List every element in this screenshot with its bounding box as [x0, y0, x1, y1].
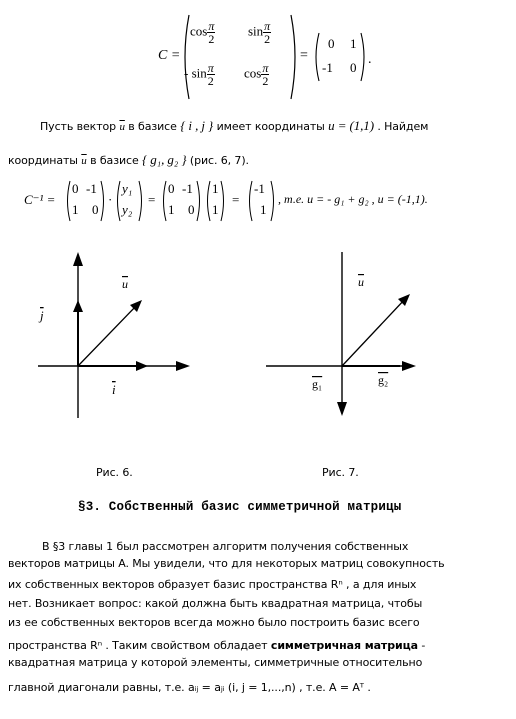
fig6-j-label: j — [40, 308, 44, 323]
formula-c-result-left-paren — [312, 32, 320, 82]
para2-line-8: главной диагонали равны, т.е. aᵢⱼ = aⱼᵢ (i, j = 1,...,n) , т.е. A = Aᵀ . — [8, 681, 371, 694]
para1-line1 — [40, 118, 428, 134]
formula-c — [150, 12, 380, 102]
formula-c-r1c2-fn: sin — [248, 23, 264, 39]
para1-text: в базисе — [90, 154, 139, 167]
fig6-u-vector — [78, 304, 138, 366]
formula-inv — [20, 178, 510, 224]
formula-c-lhs: C = — [158, 48, 181, 63]
para2-line-7: квадратная матрица у которой элементы, симметричные относительно — [8, 656, 423, 669]
res-b: 1 — [260, 202, 267, 217]
vector-u: $\overline{u}$ — [81, 155, 87, 167]
fig6-j-arrow — [73, 300, 83, 312]
vector-u: $\overline{u}$ — [119, 121, 125, 133]
formula-c-r1c1-fn: cos — [190, 23, 208, 39]
para2-line-2: векторов матрицы A. Мы увидели, что для некоторых матриц совокупность — [8, 557, 445, 570]
fig6-i-label: i — [112, 382, 116, 397]
formula-inv-lhs: C⁻¹ = — [24, 192, 56, 207]
formula-c-res-d: 0 — [350, 60, 357, 75]
formula-c-num: π — [207, 61, 214, 75]
para1-text: Пусть вектор — [40, 120, 117, 133]
m2-a: 0 — [168, 181, 175, 196]
fig6-u-label: u — [122, 277, 128, 291]
formula-c-left-paren — [180, 14, 190, 100]
formula-c-den: 2 — [208, 32, 215, 46]
v1-left-paren — [114, 180, 121, 222]
formula-c-num: π — [208, 19, 215, 33]
formula-c-end: . — [368, 52, 372, 67]
res-a: -1 — [254, 181, 265, 196]
figure-6 — [30, 248, 200, 428]
m1-b: -1 — [86, 181, 97, 196]
m2-d: 0 — [188, 202, 195, 217]
formula-c-eq: = — [300, 48, 308, 63]
basis-g: { g₁, g₂ } — [142, 152, 187, 167]
fig7-u-vector — [342, 298, 406, 366]
figure-7 — [260, 248, 460, 458]
formula-c-right-paren — [290, 14, 300, 100]
res-left-paren — [246, 180, 253, 222]
fig6-caption: Рис. 6. — [96, 466, 133, 479]
formula-c-den: 2 — [207, 74, 214, 88]
fig7-y-arrow-down — [337, 402, 347, 416]
fig6-y-arrow — [73, 252, 83, 266]
m1-c: 1 — [72, 202, 79, 217]
fig7-u-label: u — [358, 275, 364, 289]
formula-c-num: π — [264, 19, 271, 33]
formula-c-r2c2 — [244, 62, 269, 87]
para1-text: в базисе — [128, 120, 177, 133]
v1-a: y₁ — [122, 181, 133, 196]
para2 — [8, 538, 516, 696]
m2-right-paren — [196, 180, 203, 222]
para1-text: . Найдем — [377, 120, 429, 133]
para1-line2 — [8, 152, 249, 168]
eq-1: = — [148, 192, 156, 207]
formula-inv-tail: , т.е. u = - g₁ + g₂ , u = (-1,1). — [278, 192, 428, 206]
formula-c-result-right-paren — [360, 32, 368, 82]
para1-text: координаты — [8, 154, 78, 167]
formula-c-res-b: 1 — [350, 36, 357, 51]
fig7-g2-label: g₂ — [378, 373, 389, 387]
fig7-caption: Рис. 7. — [322, 466, 359, 479]
formula-c-den: 2 — [264, 32, 271, 46]
formula-c-r1c2 — [248, 20, 271, 45]
para2-line-6 — [8, 637, 516, 654]
para1-text: (рис. 6, 7). — [189, 154, 249, 167]
para2-line-6a: пространства Rⁿ . Таким свойством обладает — [8, 639, 268, 652]
m1-left-paren — [64, 180, 71, 222]
para2-line-1: В §3 главы 1 был рассмотрен алгоритм получения собственных — [42, 540, 409, 553]
m2-left-paren — [160, 180, 167, 222]
para2-line-6c: - — [417, 639, 426, 652]
sep-dot: · — [108, 192, 113, 207]
res-right-paren — [270, 180, 277, 222]
formula-c-r2c1 — [184, 62, 215, 87]
symmetric-matrix-term: симметричная матрица — [270, 639, 418, 652]
fig6-i-arrow — [136, 361, 148, 371]
eq-2: = — [232, 192, 240, 207]
m1-d: 0 — [92, 202, 99, 217]
v1-b: y₂ — [122, 202, 133, 217]
formula-c-r2c1-fn: - sin — [184, 65, 207, 81]
fig7-x-arrow — [402, 361, 416, 371]
v2-right-paren — [220, 180, 227, 222]
basis-ij: { i , j } — [180, 118, 214, 133]
formula-c-r2c2-fn: cos — [244, 65, 262, 81]
formula-c-res-a: 0 — [328, 36, 335, 51]
m2-b: -1 — [182, 181, 193, 196]
fig7-g1-label: g₁ — [312, 377, 323, 391]
fig6-x-arrow — [176, 361, 190, 371]
m1-a: 0 — [72, 181, 79, 196]
v2-a: 1 — [212, 181, 219, 196]
formula-c-num: π — [262, 61, 269, 75]
section-title: §3. Собственный базис симметричной матрицы — [78, 500, 402, 514]
m1-right-paren — [100, 180, 107, 222]
formula-c-den: 2 — [262, 74, 269, 88]
para1-text: имеет координаты — [216, 120, 325, 133]
v1-right-paren — [138, 180, 145, 222]
formula-c-r1c1 — [190, 20, 215, 45]
para2-line-4: нет. Возникает вопрос: какой должна быть квадратная матрица, чтобы — [8, 597, 423, 610]
v2-b: 1 — [212, 202, 219, 217]
m2-c: 1 — [168, 202, 175, 217]
para2-line-3: их собственных векторов образует базис пространства Rⁿ , а для иных — [8, 578, 417, 591]
u-coords: u = (1,1) — [328, 118, 374, 133]
formula-c-res-c: -1 — [322, 60, 333, 75]
para2-line-5: из ее собственных векторов всегда можно было построить базис всего — [8, 616, 420, 629]
v2-left-paren — [204, 180, 211, 222]
